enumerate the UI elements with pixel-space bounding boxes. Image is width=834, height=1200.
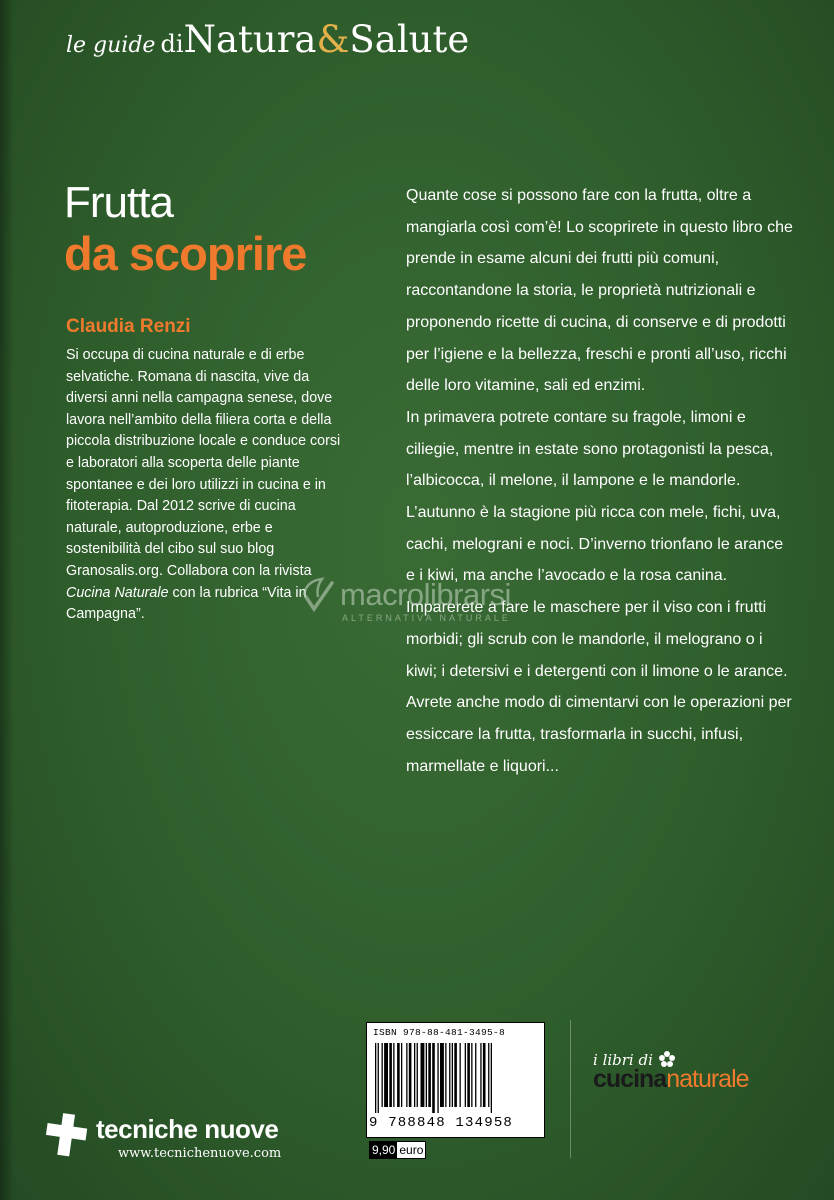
barcode-bar: [465, 1043, 466, 1107]
book-title-line-2: da scoprire: [64, 227, 307, 280]
barcode-bar: [406, 1043, 407, 1107]
description-paragraph-1: Quante cose si possono fare con la frutta, oltre a mangiarla così com’è! Lo scoprirete in questo libro che prende in esame alcuni dei frutti più comuni, raccontandone la storia, le proprietà nutrizionali e proponendo ricette di cucina, di conserve e di prodotti per l’igiene e la bellezza, freschi e pronti all’uso, ricchi delle loro vitamine, sali ed enzimi.: [406, 187, 793, 395]
magazine-name: Cucina Naturale: [66, 584, 169, 601]
barcode-bar: [467, 1043, 470, 1107]
barcode-bar: [437, 1043, 438, 1113]
collection-name-1: cucina: [593, 1065, 667, 1093]
barcode-bar: [378, 1043, 379, 1113]
watermark: [300, 573, 560, 633]
barcode-bar: [471, 1043, 472, 1107]
watermark-name: macrolibrarsi: [340, 577, 511, 612]
barcode: [366, 1022, 545, 1138]
series-ampersand: &: [316, 18, 350, 61]
divider: [570, 1020, 571, 1158]
price-currency: euro: [399, 1143, 424, 1157]
barcode-bar: [483, 1043, 486, 1107]
barcode-bar: [409, 1043, 412, 1107]
barcode-bar: [475, 1043, 476, 1107]
series-prefix: le guide: [66, 33, 156, 58]
publisher-name: tecniche nuove: [96, 1114, 279, 1144]
collection-small-text: i libri di: [593, 1051, 653, 1069]
barcode-bar: [417, 1043, 418, 1107]
collection-name-2: naturale: [666, 1065, 749, 1093]
series-name-1: Natura: [183, 18, 317, 61]
book-description: [406, 180, 796, 782]
publisher-icon: [46, 1112, 90, 1160]
author-name: Claudia Renzi: [66, 316, 191, 337]
barcode-bar: [414, 1043, 415, 1107]
barcode-bar: [452, 1043, 453, 1107]
isbn: ISBN 978-88-481-3495-8: [373, 1027, 506, 1038]
series-di: di: [160, 30, 184, 58]
watermark-tagline: ALTERNATIVA NATURALE: [342, 613, 511, 623]
price-amount: 9,90: [372, 1143, 396, 1157]
spine-shadow: [0, 0, 14, 1200]
barcode-bar: [393, 1043, 394, 1107]
barcode-bar: [389, 1043, 392, 1107]
barcode-bar: [488, 1043, 489, 1107]
author-bio-text: Si occupa di cucina naturale e di erbe selvatiche. Romana di nascita, vive da diversi anni nella campagna senese, dove lavora nell’ambito della filiera corta e della piccola distribuzione locale e conduce corsi e laboratori alla scoperta delle piante spontanee e dei loro utilizzi in cucina e in fitoterapia. Dal 2012 scrive di cucina naturale, autoproduzione, erbe e sostenibilità del cibo sul suo blog Granosalis.org. Collabora con la rivista: [66, 347, 341, 579]
barcode-bars: [373, 1043, 538, 1113]
barcode-bar: [426, 1043, 427, 1107]
barcode-bar: [428, 1043, 431, 1107]
barcode-bar: [449, 1043, 450, 1107]
barcode-bar: [440, 1043, 444, 1107]
series-name-2: Salute: [349, 18, 470, 61]
barcode-bar: [384, 1043, 388, 1107]
barcode-bar: [460, 1043, 461, 1107]
price-tag: [369, 1141, 426, 1159]
leaf-check-icon: [300, 575, 336, 615]
barcode-bar: [491, 1043, 492, 1113]
barcode-bar: [421, 1043, 425, 1107]
author-bio-end: con la rubrica “Vita in Campagna”.: [66, 584, 307, 623]
description-paragraph-2: In primavera potrete contare su fragole, limoni e ciliegie, mentre in estate sono protagonisti la pesca, l’albicocca, il melone, il lampone e le mandorle. L’autunno è la stagione più ricca con mele, fichi, uva, cachi, melograni e noci. D’inverno trionfano le arance e i kiwi, ma anche l’avocado e la rosa canina. Imparerete a fare le maschere per il viso con i frutti morbidi; gli scrub con le mandorle, il melograno o i kiwi; i detersivi e i detergenti con il limone o le arance. Avrete anche modo di cimentarvi con le operazioni per essiccare la frutta, trasformarla in succhi, infusi, marmellate e liquori...: [406, 408, 792, 775]
barcode-bar: [375, 1043, 376, 1113]
barcode-bar: [432, 1043, 435, 1113]
barcode-bar: [397, 1043, 400, 1107]
ean-number: 9 788848 134958: [369, 1115, 514, 1131]
collection-logo: [593, 1050, 749, 1094]
series-title: [66, 18, 469, 61]
barcode-bar: [382, 1043, 383, 1107]
barcode-bar: [401, 1043, 402, 1107]
book-title-line-1: Frutta: [64, 178, 173, 227]
barcode-bar: [454, 1043, 457, 1107]
barcode-bar: [480, 1043, 481, 1107]
publisher-url[interactable]: www.tecnichenuove.com: [118, 1146, 282, 1161]
barcode-bar: [445, 1043, 446, 1107]
